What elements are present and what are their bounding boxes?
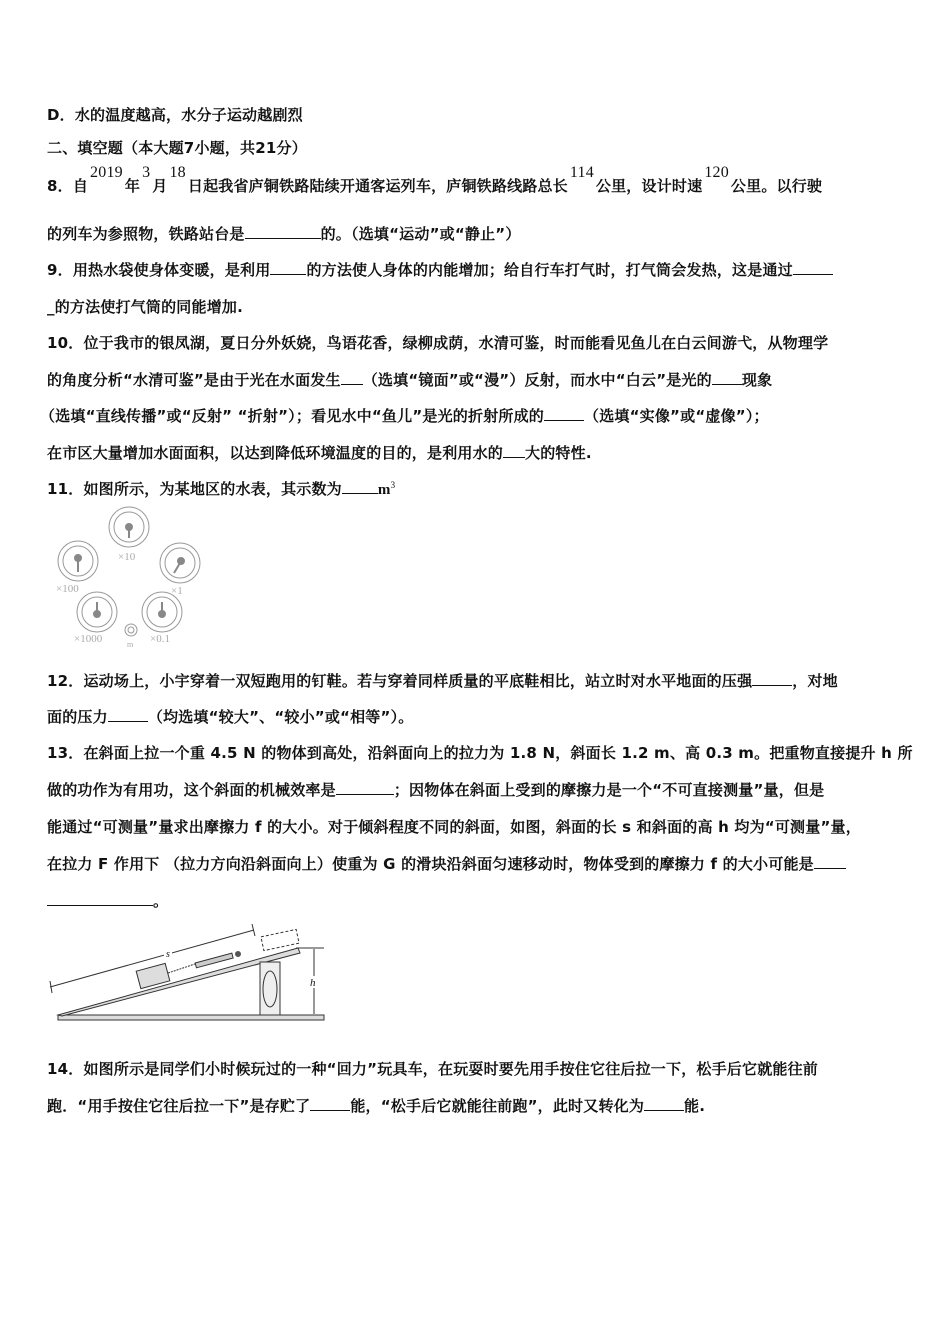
question-8: 8．自2019年3月18日起我省庐铜铁路陆续开通客运列车，庐铜铁路线路总长114公里，设计时速120公里。以行驶: [47, 164, 823, 195]
answer-blank[interactable]: [336, 780, 394, 795]
answer-blank[interactable]: [341, 370, 363, 385]
svg-text:×1000: ×1000: [74, 633, 103, 645]
answer-blank[interactable]: [793, 260, 833, 275]
water-meter-dials-icon: [50, 500, 210, 650]
section-title: 二、填空题（本大题7小题，共21分）: [47, 139, 307, 157]
svg-text:×10: ×10: [118, 551, 136, 563]
question-9: 9．用热水袋使身体变暖，是利用 的方法使人身体的内能增加；给自行车打气时，打气筒会发热，这是通过: [47, 259, 833, 280]
svg-text:m: m: [127, 640, 134, 649]
month: 3: [142, 164, 151, 181]
answer-blank[interactable]: [544, 406, 584, 421]
question-12-line2: 面的压力 （均选填“较大”、“较小”或“相等”）。: [47, 708, 414, 726]
answer-blank[interactable]: [245, 224, 321, 239]
answer-blank[interactable]: [712, 370, 742, 385]
question-13-line5: 。: [47, 890, 168, 911]
question-14-line2: 跑．“用手按住它往后拉一下”是存贮了 能，“松手后它就能往前跑”，此时又转化为 能.: [47, 1097, 706, 1115]
answer-blank[interactable]: [814, 854, 846, 869]
svg-text:s: s: [166, 949, 170, 960]
answer-blank[interactable]: [310, 1096, 350, 1111]
svg-text:h: h: [310, 977, 316, 989]
answer-blank[interactable]: [342, 479, 378, 494]
day: 18: [169, 164, 186, 181]
question-11: 11．如图所示，为某地区的水表，其示数为 $m^3$: [47, 480, 396, 498]
question-8-line2: 的列车为参照物，铁路站台是 的。（选填“运动”或“静止”）: [47, 225, 521, 243]
speed: 120: [704, 164, 729, 181]
question-13-line2: 做的功作为有用功，这个斜面的机械效率是 ；因物体在斜面上受到的摩擦力是一个“不可直接测量”量，但是: [47, 781, 825, 799]
option-d: D．水的温度越高，水分子运动越剧烈: [47, 106, 303, 124]
question-10-line2: 的角度分析“水清可鉴”是由于光在水面发生 （选填“镜面”或“漫”）反射，而水中“白云”是光的 现象: [47, 371, 773, 389]
inclined-plane-icon: [40, 915, 340, 1030]
question-9-line2: _的方法使打气筒的同能增加.: [47, 298, 243, 316]
svg-text:×1: ×1: [171, 585, 183, 597]
answer-blank[interactable]: [503, 443, 525, 458]
svg-text:×100: ×100: [56, 583, 79, 595]
question-10-line3: （选填“直线传播”或“反射” “折射”）；看见水中“鱼儿”是光的折射所成的 （选填“实像”或“虚像”）；: [40, 407, 769, 425]
answer-blank[interactable]: [47, 891, 153, 906]
length: 114: [569, 164, 594, 181]
water-meter-figure: [50, 500, 210, 650]
answer-blank[interactable]: [108, 707, 148, 722]
year: 2019: [90, 164, 123, 181]
question-14: 14．如图所示是同学们小时候玩过的一种“回力”玩具车，在玩耍时要先用手按住它往后拉一下，松手后它就能往前: [47, 1060, 818, 1078]
question-12: 12．运动场上，小宇穿着一双短跑用的钉鞋。若与穿着同样质量的平底鞋相比，站立时对水平地面的压强 ，对地: [47, 672, 838, 690]
question-13-line4: 在拉力 F 作用下 （拉力方向沿斜面向上）使重为 G 的滑块沿斜面匀速移动时，物体受到的摩擦力 f 的大小可能是: [47, 853, 846, 874]
question-10: 10．位于我市的银凤湖，夏日分外妖娆，鸟语花香，绿柳成荫，水清可鉴，时而能看见鱼儿在白云间游弋，从物理学: [47, 334, 829, 352]
inclined-plane-figure: [40, 915, 340, 1030]
answer-blank[interactable]: [752, 671, 792, 686]
question-13: 13．在斜面上拉一个重 4.5 N 的物体到高处，沿斜面向上的拉力为 1.8 N，斜面长 1.2 m、高 0.3 m。把重物直接提升 h 所: [47, 744, 913, 762]
question-10-line4: 在市区大量增加水面面积，以达到降低环境温度的目的，是利用水的 大的特性.: [47, 444, 592, 462]
answer-blank[interactable]: [270, 260, 306, 275]
question-13-line3: 能通过“可测量”量求出摩擦力 f 的大小。对于倾斜程度不同的斜面，如图，斜面的长 s 和斜面的高 h 均为“可测量”量，: [47, 818, 861, 836]
answer-blank[interactable]: [644, 1096, 684, 1111]
svg-text:×0.1: ×0.1: [150, 633, 170, 645]
